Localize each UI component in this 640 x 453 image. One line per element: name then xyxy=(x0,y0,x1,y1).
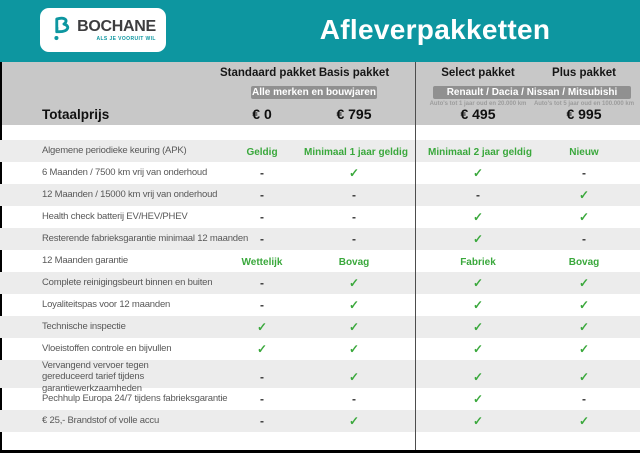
feature-row xyxy=(0,316,640,338)
subnote-select: Auto's tot 1 jaar oud en 20.000 km xyxy=(429,101,527,107)
total-price-standaard: € 0 xyxy=(252,106,272,122)
feature-value-select xyxy=(428,340,528,358)
check-icon: ✓ xyxy=(348,298,360,312)
feature-value-basis xyxy=(304,296,404,314)
page-title: Afleverpakketten xyxy=(319,14,551,45)
feature-value-basis xyxy=(304,368,404,386)
feature-row xyxy=(0,140,640,162)
check-icon: ✓ xyxy=(348,320,360,334)
brand-name: BOCHANE xyxy=(77,17,156,35)
dash-icon: - xyxy=(260,166,264,180)
column-title-plus: Plus pakket xyxy=(552,67,616,79)
dash-icon: - xyxy=(260,276,264,290)
check-icon: ✓ xyxy=(348,166,360,180)
feature-row xyxy=(0,206,640,228)
feature-row xyxy=(0,360,640,394)
feature-value-plus xyxy=(528,208,640,226)
feature-value-text: Bovag xyxy=(338,257,370,268)
feature-value-select xyxy=(428,274,528,292)
check-icon: ✓ xyxy=(578,298,590,312)
feature-value-plus xyxy=(528,368,640,386)
feature-label: Health check batterij EV/HEV/PHEV xyxy=(42,211,188,223)
feature-label: Vervangend vervoer tegen gereduceerd tarief tijdens garantiewerkzaamheden xyxy=(42,360,149,394)
total-price-row xyxy=(0,106,640,122)
column-titles xyxy=(0,67,640,79)
check-icon: ✓ xyxy=(472,342,484,356)
check-icon: ✓ xyxy=(472,414,484,428)
total-price-label: Totaalprijs xyxy=(42,106,110,122)
dash-icon: - xyxy=(260,188,264,202)
feature-row xyxy=(0,228,640,250)
feature-value-basis xyxy=(304,252,404,270)
feature-label: € 25,- Brandstof of volle accu xyxy=(42,415,160,427)
dash-icon: - xyxy=(352,392,356,406)
feature-value-basis xyxy=(304,230,404,248)
check-icon: ✓ xyxy=(578,210,590,224)
feature-row xyxy=(0,294,640,316)
table-header xyxy=(0,62,640,125)
feature-value-plus xyxy=(528,274,640,292)
feature-row xyxy=(0,184,640,206)
dash-icon: - xyxy=(582,392,586,406)
feature-label: Complete reinigingsbeurt binnen en buiten xyxy=(42,277,213,289)
feature-row xyxy=(0,250,640,272)
feature-value-plus xyxy=(528,390,640,408)
feature-rows xyxy=(0,140,640,432)
feature-value-basis xyxy=(304,318,404,336)
feature-row xyxy=(0,272,640,294)
feature-value-plus xyxy=(528,230,640,248)
feature-value-select xyxy=(428,186,528,204)
check-icon: ✓ xyxy=(348,342,360,356)
feature-value-standaard xyxy=(220,318,304,336)
feature-value-basis xyxy=(304,274,404,292)
dash-icon: - xyxy=(260,370,264,385)
feature-label: Vloeistoffen controle en bijvullen xyxy=(42,343,172,355)
dash-icon: - xyxy=(260,232,264,246)
feature-value-select xyxy=(428,412,528,430)
feature-value-standaard xyxy=(220,142,304,160)
feature-value-basis xyxy=(304,186,404,204)
feature-row xyxy=(0,410,640,432)
check-icon: ✓ xyxy=(472,320,484,334)
dash-icon: - xyxy=(260,298,264,312)
feature-value-basis xyxy=(304,412,404,430)
feature-value-basis xyxy=(304,390,404,408)
feature-label: 12 Maanden garantie xyxy=(42,255,128,267)
feature-value-select xyxy=(428,368,528,386)
feature-value-standaard xyxy=(220,412,304,430)
feature-value-plus xyxy=(528,142,640,160)
feature-label: Technische inspectie xyxy=(42,321,126,333)
feature-value-basis xyxy=(304,208,404,226)
feature-value-plus xyxy=(528,412,640,430)
feature-value-select xyxy=(428,390,528,408)
feature-value-select xyxy=(428,252,528,270)
dash-icon: - xyxy=(582,232,586,246)
feature-value-basis xyxy=(304,340,404,358)
feature-value-plus xyxy=(528,252,640,270)
bochane-logo-icon xyxy=(50,14,72,46)
check-icon: ✓ xyxy=(472,210,484,224)
left-border xyxy=(0,62,2,453)
feature-label: Resterende fabrieksgarantie minimaal 12 maanden xyxy=(42,233,249,245)
dash-icon: - xyxy=(260,414,264,428)
feature-value-select xyxy=(428,208,528,226)
dash-icon: - xyxy=(352,188,356,202)
feature-value-select xyxy=(428,318,528,336)
column-title-select: Select pakket xyxy=(441,67,515,79)
feature-label: Loyaliteitspas voor 12 maanden xyxy=(42,299,171,311)
feature-value-standaard xyxy=(220,274,304,292)
feature-value-standaard xyxy=(220,252,304,270)
dash-icon: - xyxy=(476,188,480,202)
feature-value-select xyxy=(428,142,532,160)
check-icon: ✓ xyxy=(472,370,484,385)
feature-value-text: Minimaal 1 jaar geldig xyxy=(304,147,408,158)
left-group-badge: Alle merken en bouwjaren xyxy=(252,87,376,98)
dash-icon: - xyxy=(260,210,264,224)
check-icon: ✓ xyxy=(578,276,590,290)
feature-value-plus xyxy=(528,164,640,182)
feature-value-plus xyxy=(528,296,640,314)
subnote-plus: Auto's tot 5 jaar oud en 100.000 km xyxy=(533,101,635,107)
header-band xyxy=(0,0,640,62)
total-price-basis: € 795 xyxy=(336,106,372,122)
check-icon: ✓ xyxy=(472,232,484,246)
check-icon: ✓ xyxy=(578,188,590,202)
right-group-badge: Renault / Dacia / Nissan / Mitsubishi xyxy=(433,86,631,99)
feature-value-standaard xyxy=(220,230,304,248)
feature-value-select xyxy=(428,296,528,314)
check-icon: ✓ xyxy=(578,342,590,356)
feature-label: 12 Maanden / 15000 km vrij van onderhoud xyxy=(42,189,218,201)
feature-row xyxy=(0,338,640,360)
feature-value-standaard xyxy=(220,296,304,314)
total-price-select: € 495 xyxy=(460,106,496,122)
feature-value-standaard xyxy=(220,164,304,182)
dash-icon: - xyxy=(582,166,586,180)
check-icon: ✓ xyxy=(578,414,590,428)
feature-value-standaard xyxy=(220,340,304,358)
logo-text xyxy=(77,19,156,42)
feature-value-select xyxy=(428,230,528,248)
feature-value-standaard xyxy=(220,186,304,204)
feature-value-select xyxy=(428,164,528,182)
bochane-logo xyxy=(40,8,166,52)
check-icon: ✓ xyxy=(578,370,590,385)
check-icon: ✓ xyxy=(472,298,484,312)
feature-value-text: Wettelijk xyxy=(241,257,283,268)
feature-value-basis xyxy=(304,142,408,160)
feature-value-standaard xyxy=(220,368,304,386)
check-icon: ✓ xyxy=(348,370,360,385)
brand-tagline: ALS JE VOORUIT WIL xyxy=(96,35,156,42)
group-divider-line xyxy=(415,62,416,450)
feature-value-standaard xyxy=(220,390,304,408)
total-price-plus: € 995 xyxy=(566,106,602,122)
check-icon: ✓ xyxy=(256,320,268,334)
feature-value-standaard xyxy=(220,208,304,226)
feature-value-text: Nieuw xyxy=(569,147,599,158)
check-icon: ✓ xyxy=(472,276,484,290)
feature-value-plus xyxy=(528,340,640,358)
column-title-basis: Basis pakket xyxy=(318,67,390,79)
feature-value-text: Bovag xyxy=(568,257,600,268)
feature-value-basis xyxy=(304,164,404,182)
check-icon: ✓ xyxy=(578,320,590,334)
feature-value-plus xyxy=(528,186,640,204)
check-icon: ✓ xyxy=(348,414,360,428)
feature-label: Algemene periodieke keuring (APK) xyxy=(42,145,187,157)
feature-value-text: Geldig xyxy=(246,147,278,158)
feature-row xyxy=(0,162,640,184)
feature-value-text: Minimaal 2 jaar geldig xyxy=(428,147,532,158)
feature-label: 6 Maanden / 7500 km vrij van onderhoud xyxy=(42,167,208,179)
feature-value-plus xyxy=(528,318,640,336)
check-icon: ✓ xyxy=(348,276,360,290)
feature-label: Pechhulp Europa 24/7 tijdens fabrieksgarantie xyxy=(42,393,228,405)
check-icon: ✓ xyxy=(256,342,268,356)
check-icon: ✓ xyxy=(472,392,484,406)
dash-icon: - xyxy=(260,392,264,406)
column-title-standaard: Standaard pakket xyxy=(220,67,316,79)
dash-icon: - xyxy=(352,210,356,224)
feature-value-text: Fabriek xyxy=(460,257,496,268)
dash-icon: - xyxy=(352,232,356,246)
check-icon: ✓ xyxy=(472,166,484,180)
